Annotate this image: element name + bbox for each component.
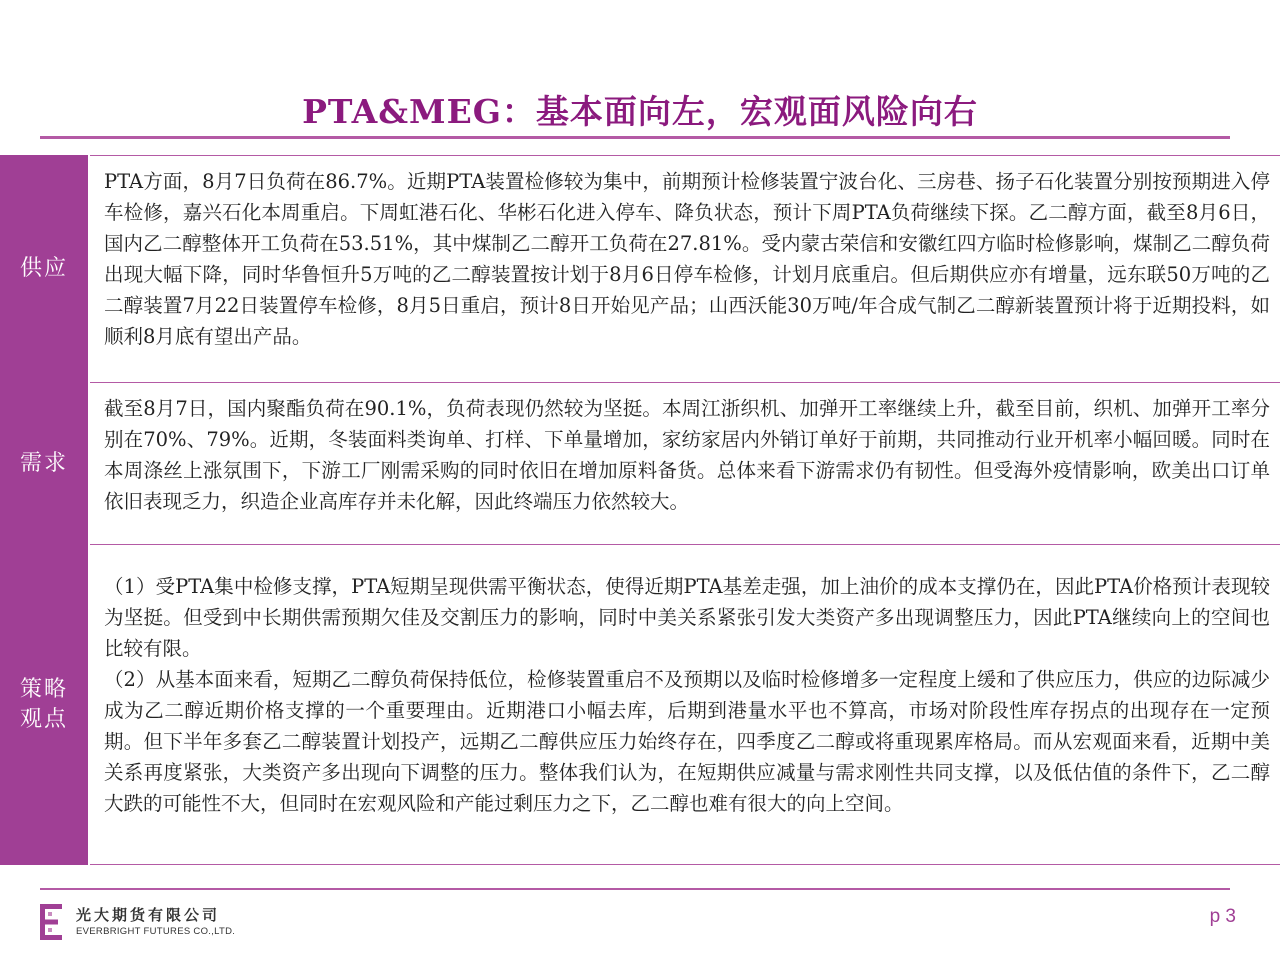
paragraph: 截至8月7日，国内聚酯负荷在90.1%，负荷表现仍然较为坚挺。本周江浙织机、加弹开工率继续上升，截至目前，织机、加弹开工率分别在70%、79%。近期，冬装面料类询单、打样、下单量增加，家纺家居内外销订单好于前期，共同推动行业开机率小幅回暖。同时在本周涤丝上涨氛围下，下游工厂刚需采购的同时依旧在增加原料备货。总体来看下游需求仍有韧性。但受海外疫情影响，欧美出口订单依旧表现乏力，织造企业高库存并未化解，因此终端压力依然较大。 bbox=[104, 397, 1270, 513]
footer-divider bbox=[40, 888, 1230, 890]
section-content-demand bbox=[90, 383, 1280, 545]
title-divider bbox=[40, 136, 1230, 139]
everbright-logo-icon bbox=[40, 904, 68, 940]
section-content-supply bbox=[90, 155, 1280, 383]
section-strategy bbox=[0, 545, 1280, 865]
section-supply bbox=[0, 155, 1280, 383]
label-line: 供应 bbox=[19, 256, 68, 281]
paragraph: （2）从基本面来看，短期乙二醇负荷保持低位，检修装置重启不及预期以及临时检修增多一定程度上缓和了供应压力，供应的边际减少成为乙二醇近期价格支撑的一个重要理由。近期港口小幅去库，后期到港量水平也不算高，市场对阶段性库存拐点的出现存在一定预期。但下半年多套乙二醇装置计划投产，远期乙二醇供应压力始终存在，四季度乙二醇或将重现累库格局。而从宏观面来看，近期中美关系再度紧张，大类资产多出现向下调整的压力。整体我们认为，在短期供应减量与需求刚性共同支撑，以及低估值的条件下，乙二醇大跌的可能性不大，但同时在宏观风险和产能过剩压力之下，乙二醇也难有很大的向上空间。 bbox=[104, 668, 1270, 815]
section-label-supply bbox=[0, 155, 88, 383]
section-label-demand bbox=[0, 383, 88, 545]
company-logo bbox=[40, 902, 240, 942]
page-title: PTA&MEG：基本面向左，宏观面风险向右 bbox=[302, 92, 978, 131]
company-name-cn: 光大期货有限公司 bbox=[76, 906, 221, 924]
paragraph: PTA方面，8月7日负荷在86.7%。近期PTA装置检修较为集中，前期预计检修装置宁波台化、三房巷、扬子石化装置分别按预期进入停车检修，嘉兴石化本周重启。下周虹港石化、华彬石化进入停车、降负状态，预计下周PTA负荷继续下探。乙二醇方面，截至8月6日，国内乙二醇整体开工负荷在53.51%，其中煤制乙二醇开工负荷在27.81%。受内蒙古荣信和安徽红四方临时检修影响，煤制乙二醇负荷出现大幅下降，同时华鲁恒升5万吨的乙二醇装置按计划于8月6日停车检修，计划月底重启。但后期供应亦有增量，远东联50万吨的乙二醇装置7月22日装置停车检修，8月5日重启，预计8日开始见产品；山西沃能30万吨/年合成气制乙二醇新装置预计将于近期投料，如顺利8月底有望出产品。 bbox=[104, 170, 1270, 348]
section-demand bbox=[0, 383, 1280, 545]
section-label-strategy bbox=[0, 545, 88, 865]
label-line: 策略 bbox=[19, 677, 68, 702]
paragraph: （1）受PTA集中检修支撑，PTA短期呈现供需平衡状态，使得近期PTA基差走强，加上油价的成本支撑仍在，因此PTA价格预计表现较为坚挺。但受到中长期供需预期欠佳及交割压力的影响，同时中美关系紧张引发大类资产多出现调整压力，因此PTA继续向上的空间也比较有限。 bbox=[104, 575, 1270, 660]
label-line: 需求 bbox=[19, 451, 68, 476]
section-content-strategy bbox=[90, 545, 1280, 865]
label-line: 观点 bbox=[19, 707, 68, 732]
company-name-en: EVERBRIGHT FUTURES CO.,LTD. bbox=[76, 926, 236, 937]
page-number: p 3 bbox=[1209, 906, 1236, 927]
